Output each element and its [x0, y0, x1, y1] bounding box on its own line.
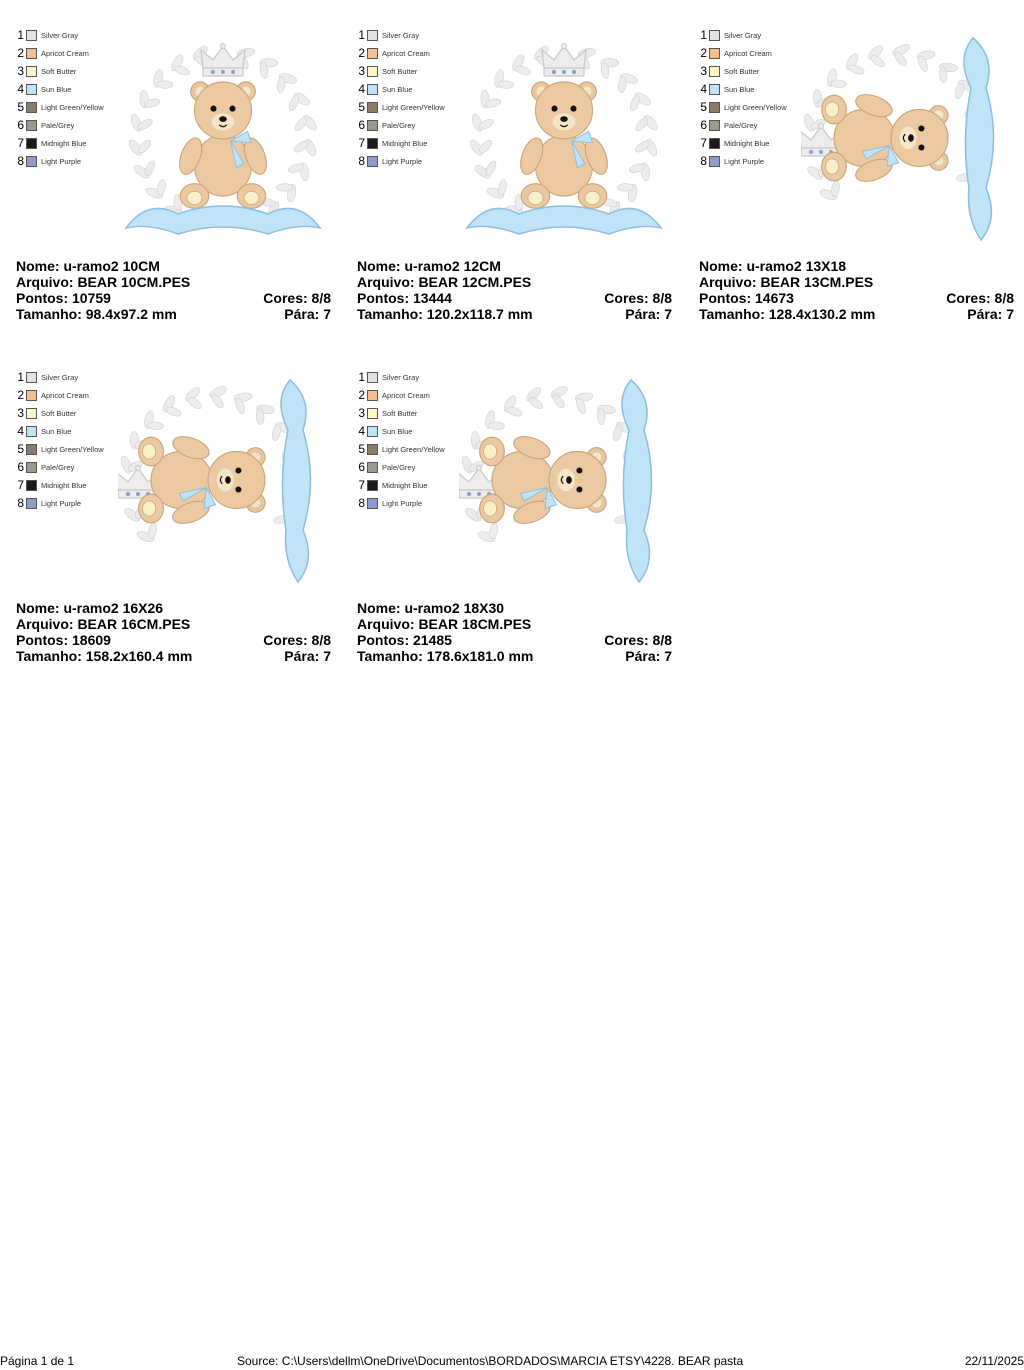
- design-file: Arquivo: BEAR 16CM.PES: [16, 616, 191, 632]
- color-swatch: [26, 66, 37, 77]
- thread-number: 4: [358, 82, 365, 96]
- thread-name: Soft Butter: [382, 66, 418, 76]
- palette-entry: [355, 116, 445, 134]
- palette-entry: [14, 152, 104, 170]
- embroidery-preview: [459, 28, 669, 248]
- design-name: Nome: u-ramo2 12CM: [357, 258, 501, 274]
- embroidery-preview: [459, 370, 669, 590]
- color-swatch: [26, 30, 37, 41]
- color-swatch: [709, 30, 720, 41]
- color-swatch: [367, 102, 378, 113]
- page-footer: [0, 1352, 1024, 1370]
- thread-number: 1: [17, 28, 24, 42]
- thread-palette: [697, 26, 787, 170]
- thread-number: 7: [700, 136, 707, 150]
- thread-name: Light Green/Yellow: [724, 102, 787, 112]
- design-info: [357, 258, 672, 322]
- thread-number: 3: [358, 64, 365, 78]
- palette-entry: [697, 98, 787, 116]
- thread-number: 6: [358, 460, 365, 474]
- thread-number: 1: [700, 28, 707, 42]
- thread-name: Light Green/Yellow: [41, 102, 104, 112]
- thread-name: Apricot Cream: [382, 48, 430, 58]
- design-card: [8, 342, 331, 664]
- thread-name: Light Purple: [382, 156, 423, 166]
- design-size: Tamanho: 98.4x97.2 mm: [16, 306, 177, 322]
- thread-palette: [355, 368, 445, 512]
- stop-count: Pára: 7: [625, 648, 672, 664]
- design-info: [16, 258, 331, 322]
- thread-name: Apricot Cream: [41, 390, 89, 400]
- palette-entry: [697, 116, 787, 134]
- color-swatch: [26, 426, 37, 437]
- color-swatch: [26, 120, 37, 131]
- thread-name: Midnight Blue: [41, 480, 87, 490]
- thread-palette: [14, 368, 104, 512]
- thread-name: Light Green/Yellow: [382, 444, 445, 454]
- color-swatch: [26, 372, 37, 383]
- design-size: Tamanho: 120.2x118.7 mm: [357, 306, 533, 322]
- palette-entry: [355, 98, 445, 116]
- thread-number: 7: [17, 136, 24, 150]
- color-swatch: [26, 408, 37, 419]
- thread-number: 5: [17, 100, 24, 114]
- thread-number: 2: [358, 388, 365, 402]
- stop-count: Pára: 7: [967, 306, 1014, 322]
- stop-count: Pára: 7: [284, 648, 331, 664]
- thread-number: 4: [17, 82, 24, 96]
- design-file: Arquivo: BEAR 18CM.PES: [357, 616, 532, 632]
- thread-name: Midnight Blue: [724, 138, 770, 148]
- color-swatch: [26, 48, 37, 59]
- thread-number: 6: [700, 118, 707, 132]
- design-card: [8, 0, 331, 322]
- color-swatch: [709, 48, 720, 59]
- palette-entry: [355, 422, 445, 440]
- palette-entry: [14, 440, 104, 458]
- palette-entry: [355, 458, 445, 476]
- thread-name: Soft Butter: [724, 66, 760, 76]
- palette-entry: [14, 422, 104, 440]
- thread-number: 7: [358, 478, 365, 492]
- thread-name: Apricot Cream: [382, 390, 430, 400]
- color-swatch: [367, 480, 378, 491]
- color-count: Cores: 8/8: [604, 632, 672, 648]
- design-size: Tamanho: 128.4x130.2 mm: [699, 306, 876, 322]
- thread-number: 8: [17, 496, 24, 510]
- embroidery-preview: [118, 28, 328, 248]
- thread-name: Light Purple: [724, 156, 765, 166]
- color-swatch: [709, 66, 720, 77]
- palette-entry: [14, 494, 104, 512]
- thread-name: Soft Butter: [41, 408, 77, 418]
- thread-palette: [355, 26, 445, 170]
- palette-entry: [355, 440, 445, 458]
- color-swatch: [709, 156, 720, 167]
- palette-entry: [14, 62, 104, 80]
- thread-name: Midnight Blue: [382, 138, 428, 148]
- color-swatch: [367, 66, 378, 77]
- palette-entry: [14, 80, 104, 98]
- palette-entry: [14, 26, 104, 44]
- palette-entry: [697, 134, 787, 152]
- thread-number: 3: [700, 64, 707, 78]
- palette-entry: [355, 368, 445, 386]
- color-swatch: [367, 30, 378, 41]
- design-name: Nome: u-ramo2 10CM: [16, 258, 160, 274]
- thread-number: 6: [358, 118, 365, 132]
- palette-entry: [355, 134, 445, 152]
- thread-name: Apricot Cream: [724, 48, 772, 58]
- thread-name: Light Green/Yellow: [41, 444, 104, 454]
- thread-name: Silver Gray: [724, 30, 762, 40]
- palette-entry: [355, 404, 445, 422]
- color-swatch: [709, 84, 720, 95]
- page-number: Página 1 de 1: [0, 1354, 75, 1368]
- thread-name: Light Purple: [41, 498, 82, 508]
- thread-name: Sun Blue: [724, 84, 755, 94]
- thread-number: 5: [358, 442, 365, 456]
- design-card: [691, 0, 1014, 322]
- color-swatch: [367, 498, 378, 509]
- thread-name: Sun Blue: [41, 426, 72, 436]
- design-info: [699, 258, 1014, 322]
- thread-name: Sun Blue: [382, 84, 413, 94]
- thread-name: Pale/Grey: [41, 462, 75, 472]
- design-name: Nome: u-ramo2 13X18: [699, 258, 847, 274]
- palette-entry: [355, 26, 445, 44]
- thread-number: 4: [358, 424, 365, 438]
- palette-entry: [697, 62, 787, 80]
- thread-number: 2: [17, 388, 24, 402]
- stitch-count: Pontos: 13444: [357, 290, 452, 306]
- print-date: 22/11/2025: [964, 1354, 1024, 1368]
- color-count: Cores: 8/8: [263, 290, 331, 306]
- palette-entry: [355, 62, 445, 80]
- thread-number: 2: [17, 46, 24, 60]
- thread-number: 2: [358, 46, 365, 60]
- palette-entry: [697, 152, 787, 170]
- design-size: Tamanho: 178.6x181.0 mm: [357, 648, 534, 664]
- thread-name: Apricot Cream: [41, 48, 89, 58]
- palette-entry: [14, 458, 104, 476]
- design-file: Arquivo: BEAR 10CM.PES: [16, 274, 191, 290]
- color-swatch: [367, 84, 378, 95]
- stitch-count: Pontos: 10759: [16, 290, 111, 306]
- design-info: [16, 600, 331, 664]
- thread-name: Silver Gray: [41, 30, 79, 40]
- palette-entry: [14, 386, 104, 404]
- thread-name: Sun Blue: [382, 426, 413, 436]
- thread-name: Light Purple: [382, 498, 423, 508]
- color-swatch: [367, 372, 378, 383]
- color-count: Cores: 8/8: [604, 290, 672, 306]
- thread-name: Midnight Blue: [41, 138, 87, 148]
- color-swatch: [367, 120, 378, 131]
- thread-number: 8: [358, 154, 365, 168]
- color-swatch: [26, 156, 37, 167]
- thread-number: 6: [17, 118, 24, 132]
- palette-entry: [355, 476, 445, 494]
- thread-number: 1: [358, 370, 365, 384]
- color-swatch: [367, 408, 378, 419]
- thread-name: Light Green/Yellow: [382, 102, 445, 112]
- thread-number: 5: [17, 442, 24, 456]
- thread-number: 1: [17, 370, 24, 384]
- design-card: [349, 0, 672, 322]
- thread-name: Pale/Grey: [724, 120, 758, 130]
- palette-entry: [14, 404, 104, 422]
- design-file: Arquivo: BEAR 12CM.PES: [357, 274, 532, 290]
- stop-count: Pára: 7: [625, 306, 672, 322]
- thread-name: Light Purple: [41, 156, 82, 166]
- palette-entry: [355, 386, 445, 404]
- color-swatch: [26, 84, 37, 95]
- thread-number: 8: [358, 496, 365, 510]
- color-swatch: [709, 120, 720, 131]
- design-size: Tamanho: 158.2x160.4 mm: [16, 648, 193, 664]
- palette-entry: [697, 80, 787, 98]
- embroidery-preview: [801, 28, 1011, 248]
- palette-entry: [697, 26, 787, 44]
- color-swatch: [709, 102, 720, 113]
- thread-number: 5: [358, 100, 365, 114]
- palette-entry: [14, 98, 104, 116]
- color-swatch: [26, 498, 37, 509]
- design-info: [357, 600, 672, 664]
- palette-entry: [14, 476, 104, 494]
- palette-entry: [697, 44, 787, 62]
- palette-entry: [355, 44, 445, 62]
- palette-entry: [14, 44, 104, 62]
- stitch-count: Pontos: 18609: [16, 632, 111, 648]
- thread-number: 8: [17, 154, 24, 168]
- thread-number: 8: [700, 154, 707, 168]
- color-count: Cores: 8/8: [263, 632, 331, 648]
- thread-number: 7: [17, 478, 24, 492]
- color-count: Cores: 8/8: [946, 290, 1014, 306]
- design-card: [349, 342, 672, 664]
- thread-name: Silver Gray: [382, 30, 420, 40]
- thread-number: 2: [700, 46, 707, 60]
- thread-number: 3: [17, 64, 24, 78]
- design-name: Nome: u-ramo2 18X30: [357, 600, 505, 616]
- color-swatch: [367, 156, 378, 167]
- embroidery-preview: [118, 370, 328, 590]
- thread-name: Silver Gray: [41, 372, 79, 382]
- thread-name: Midnight Blue: [382, 480, 428, 490]
- thread-name: Pale/Grey: [41, 120, 75, 130]
- palette-entry: [14, 134, 104, 152]
- thread-number: 3: [17, 406, 24, 420]
- color-swatch: [26, 444, 37, 455]
- color-swatch: [26, 390, 37, 401]
- color-swatch: [26, 102, 37, 113]
- source-path: Source: C:\Users\dellm\OneDrive\Documentos\BORDADOS\MARCIA ETSY\4228. BEAR pasta: [237, 1354, 744, 1368]
- palette-entry: [355, 80, 445, 98]
- thread-name: Silver Gray: [382, 372, 420, 382]
- thread-number: 1: [358, 28, 365, 42]
- thread-name: Pale/Grey: [382, 120, 416, 130]
- thread-number: 6: [17, 460, 24, 474]
- design-file: Arquivo: BEAR 13CM.PES: [699, 274, 874, 290]
- color-swatch: [26, 480, 37, 491]
- thread-name: Sun Blue: [41, 84, 72, 94]
- thread-name: Soft Butter: [382, 408, 418, 418]
- thread-number: 4: [700, 82, 707, 96]
- thread-palette: [14, 26, 104, 170]
- thread-number: 7: [358, 136, 365, 150]
- thread-number: 5: [700, 100, 707, 114]
- thread-name: Soft Butter: [41, 66, 77, 76]
- palette-entry: [14, 368, 104, 386]
- design-name: Nome: u-ramo2 16X26: [16, 600, 164, 616]
- color-swatch: [709, 138, 720, 149]
- color-swatch: [26, 462, 37, 473]
- color-swatch: [367, 444, 378, 455]
- color-swatch: [367, 426, 378, 437]
- color-swatch: [367, 138, 378, 149]
- thread-number: 4: [17, 424, 24, 438]
- stitch-count: Pontos: 14673: [699, 290, 794, 306]
- stop-count: Pára: 7: [284, 306, 331, 322]
- color-swatch: [367, 48, 378, 59]
- thread-name: Pale/Grey: [382, 462, 416, 472]
- color-swatch: [26, 138, 37, 149]
- color-swatch: [367, 462, 378, 473]
- color-swatch: [367, 390, 378, 401]
- thread-number: 3: [358, 406, 365, 420]
- stitch-count: Pontos: 21485: [357, 632, 452, 648]
- palette-entry: [355, 152, 445, 170]
- palette-entry: [355, 494, 445, 512]
- palette-entry: [14, 116, 104, 134]
